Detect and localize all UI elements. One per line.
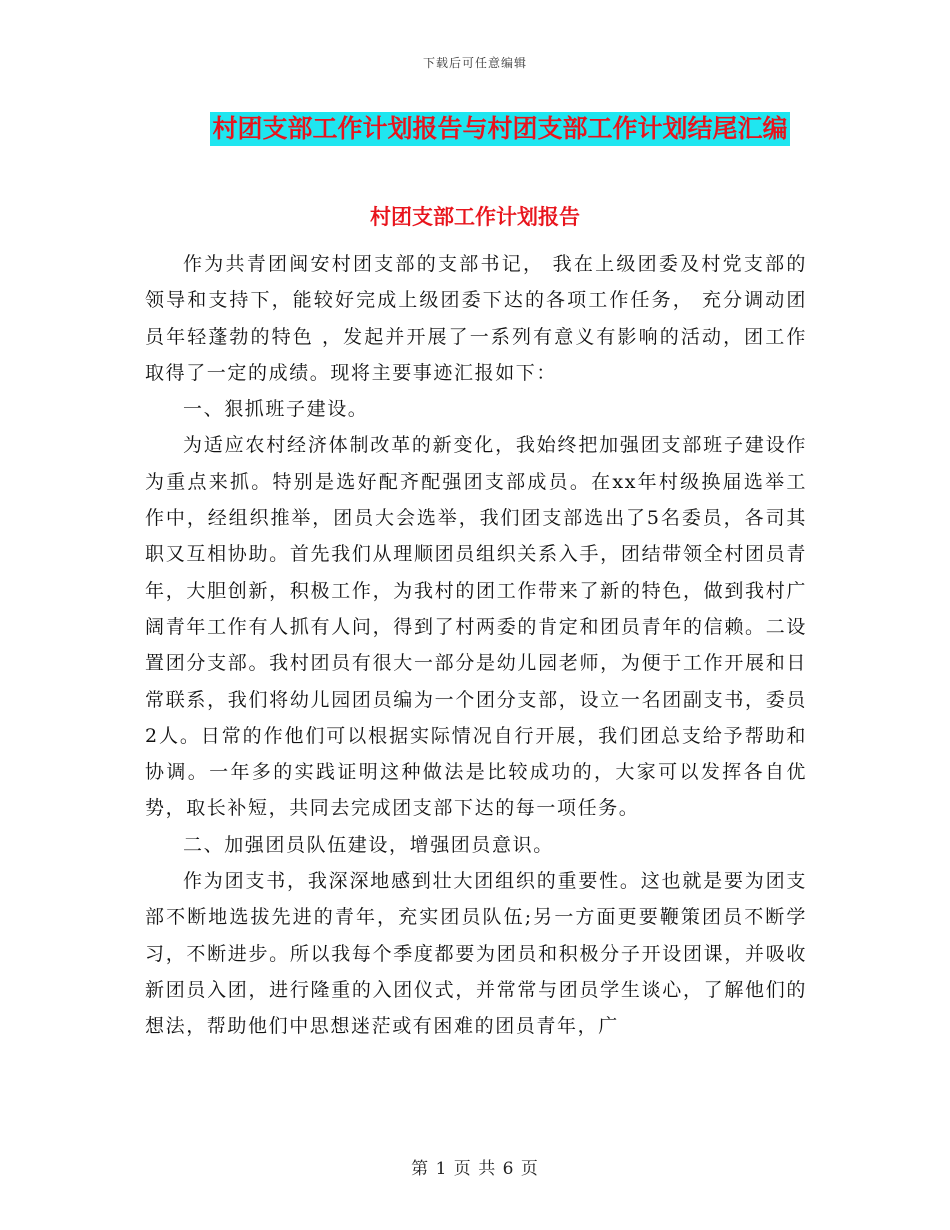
paragraph-member-building: 作为团支书，我深深地感到壮大团组织的重要性。这也就是要为团支部不断地选拔先进的青年，充实团员队伍;另一方面更要鞭策团员不断学习，不断进步。所以我每个季度都要为团员和积极分子开设团课，并吸收新团员入团，进行隆重的入团仪式，并常常与团员学生谈心，了解他们的想法，帮助他们中思想迷茫或有困难的团员青年，广: [145, 870, 807, 1038]
paragraph-team-building: 为适应农村经济体制改革的新变化，我始终把加强团支部班子建设作为重点来抓。特别是选好配齐配强团支部成员。在xx年村级换届选举工作中，经组织推举，团员大会选举，我们团支部选出了5名委员，各司其职又互相协助。首先我们从理顺团员组织关系入手，团结带领全村团员青年，大胆创新，积极工作，为我村的团工作带来了新的特色，做到我村广阔青年工作有人抓有人问，得到了村两委的肯定和团员青年的信赖。二设置团分支部。我村团员有很大一部分是幼儿园老师，为便于工作开展和日常联系，我们将幼儿园团员编为一个团分支部，设立一名团副支书，委员2人。日常的作他们可以根据实际情况自行开展，我们团总支给予帮助和协调。一年多的实践证明这种做法是比较成功的，大家可以发挥各自优势，取长补短，共同去完成团支部下达的每一项任务。: [145, 434, 807, 820]
page-number: 第 1 页 共 6 页: [411, 1159, 539, 1179]
paragraph-intro: 作为共青团闽安村团支部的支部书记， 我在上级团委及村党支部的领导和支持下，能较好完成上级团委下达的各项工作任务， 充分调动团员年轻蓬勃的特色 ，发起并开展了一系列有意义有影响的活动，团工作取得了一定的成绩。现将主要事迹汇报如下：: [145, 253, 807, 384]
paragraph-heading-1: 一、狠抓班子建设。: [183, 398, 369, 421]
page-header-note: 下载后可任意编辑: [422, 56, 527, 70]
paragraph-heading-2: 二、加强团员队伍建设，增强团员意识。: [183, 833, 554, 856]
document-title-wrapper: [0, 112, 950, 146]
section-title: 村团支部工作计划报告: [370, 205, 580, 229]
document-title: 村团支部工作计划报告与村团支部工作计划结尾汇编: [210, 112, 789, 146]
document-body: [145, 246, 807, 1045]
